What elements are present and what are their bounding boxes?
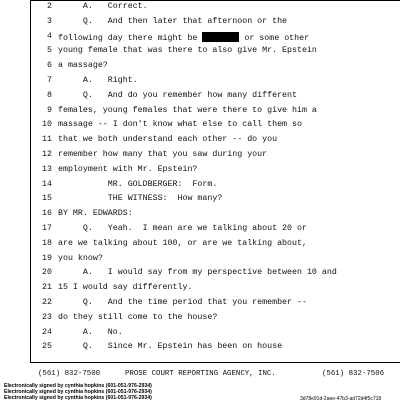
transcript-line: [0, 75, 400, 90]
transcript-lines: [0, 1, 400, 356]
transcript-line: [0, 31, 400, 46]
transcript-line: [0, 45, 400, 60]
line-text-pre: that we both understand each other -- do you: [58, 135, 278, 145]
line-text-pre: 15 I would say differently.: [58, 283, 193, 293]
line-text: [58, 239, 307, 248]
line-number: 20: [42, 268, 52, 278]
line-number: 13: [42, 164, 52, 174]
line-text: [58, 313, 217, 322]
line-number: 8: [47, 90, 52, 100]
line-number: 9: [47, 105, 52, 115]
line-text: [58, 46, 317, 55]
line-text-pre: Q. Yeah. I mean are we talking about 20 or: [58, 223, 307, 233]
line-text-pre: you know?: [58, 253, 103, 263]
line-number: 6: [47, 61, 52, 71]
line-text-pre: A. I would say from my perspective between 10 and: [58, 268, 337, 278]
signature-line: Electronically signed by cynthia hopkins (601-051-976-2934): [4, 383, 152, 389]
line-number: 21: [42, 283, 52, 293]
line-number: 25: [42, 342, 52, 352]
line-text-pre: MR. GOLDBERGER: Form.: [58, 179, 218, 189]
line-number: 17: [42, 223, 52, 233]
transcript-line: [0, 119, 400, 134]
line-text: [58, 2, 148, 11]
line-number: 16: [42, 209, 52, 219]
transcript-line: [0, 282, 400, 297]
line-number: 10: [42, 120, 52, 130]
transcript-line: [0, 341, 400, 356]
transcript-line: [0, 223, 400, 238]
line-text: [58, 268, 337, 277]
line-text-pre: young female that was there to also give Mr. Epstein: [58, 46, 317, 56]
line-number: 5: [47, 46, 52, 56]
line-text: [58, 165, 197, 174]
line-text: [58, 150, 267, 159]
signature-line: Electronically signed by cynthia hopkins (601-051-976-2934): [4, 395, 152, 401]
line-text: [58, 32, 309, 43]
transcript-line: [0, 105, 400, 120]
line-text: [58, 254, 103, 263]
line-number: 2: [47, 2, 52, 11]
line-text: [58, 120, 302, 129]
line-number: 18: [42, 238, 52, 248]
transcript-line: [0, 60, 400, 75]
transcript-line: [0, 1, 400, 16]
line-number: 7: [47, 75, 52, 85]
transcript-line: [0, 267, 400, 282]
line-number: 24: [42, 327, 52, 337]
transcript-line: [0, 179, 400, 194]
transcript-line: [0, 149, 400, 164]
page-footer: [0, 370, 400, 382]
line-text-pre: Q. And then later that afternoon or the: [58, 16, 288, 26]
line-text-post: or some other: [239, 33, 310, 43]
line-text: [58, 106, 317, 115]
line-text: [58, 283, 192, 292]
line-text-pre: Q. Since Mr. Epstein has been on house: [58, 342, 283, 352]
line-text-pre: A. Right.: [58, 75, 138, 85]
line-text: [58, 194, 222, 203]
transcript-line: [0, 327, 400, 342]
footer-right-phone: (561) 832-7506: [322, 370, 385, 378]
line-text-pre: massage -- I don't know what else to call them so: [58, 120, 302, 130]
transcript-line: [0, 134, 400, 149]
transcript-line: [0, 253, 400, 268]
line-text-pre: A. No.: [58, 327, 123, 337]
line-text-pre: THE WITNESS: How many?: [58, 194, 223, 204]
line-text-pre: females, young females that were there to give him a: [58, 105, 317, 115]
document-hash: 3d78e91d-2aee-47b3-ad72d4f5c718: [300, 396, 382, 402]
line-number: 11: [42, 135, 52, 145]
page-bottom-rule: [30, 362, 400, 363]
transcript-line: [0, 312, 400, 327]
line-text-pre: Q. And do you remember how many different: [58, 90, 297, 100]
line-text: [58, 224, 307, 233]
line-text: [58, 61, 108, 70]
line-text-pre: following day there might be: [58, 33, 203, 43]
line-text: [58, 76, 138, 85]
transcript-line: [0, 297, 400, 312]
line-text-pre: a massage?: [58, 61, 108, 71]
line-text-pre: employment with Mr. Epstein?: [58, 164, 198, 174]
line-text: [58, 180, 217, 189]
line-text: [58, 328, 123, 337]
transcript-line: [0, 164, 400, 179]
line-number: 23: [42, 312, 52, 322]
line-text-pre: are we talking about 100, or are we talking about,: [58, 238, 307, 248]
line-text-pre: Q. And the time period that you remember --: [58, 297, 307, 307]
redaction-box: [202, 32, 239, 42]
line-number: 4: [47, 31, 52, 41]
line-text: [58, 342, 282, 351]
line-text: [58, 209, 133, 218]
line-number: 22: [42, 297, 52, 307]
line-text: [58, 91, 297, 100]
line-text-pre: do they still come to the house?: [58, 312, 218, 322]
line-text-pre: A. Correct.: [58, 2, 148, 11]
transcript-line: [0, 208, 400, 223]
line-text: [58, 298, 307, 307]
line-text-pre: remember how many that you saw during your: [58, 149, 268, 159]
line-number: 19: [42, 253, 52, 263]
transcript-line: [0, 238, 400, 253]
footer-left-phone: (561) 832-7500: [38, 370, 101, 378]
transcript-line: [0, 193, 400, 208]
line-number: 3: [47, 16, 52, 26]
line-text-pre: BY MR. EDWARDS:: [58, 209, 133, 219]
footer-agency: PROSE COURT REPORTING AGENCY, INC.: [125, 370, 276, 378]
signature-line: Electronically signed by cynthia hopkins (601-051-976-2934): [4, 389, 152, 395]
line-number: 12: [42, 149, 52, 159]
transcript-line: [0, 16, 400, 31]
line-number: 15: [42, 194, 52, 204]
line-text: [58, 135, 277, 144]
line-text: [58, 17, 287, 26]
line-number: 14: [42, 179, 52, 189]
transcript-line: [0, 90, 400, 105]
